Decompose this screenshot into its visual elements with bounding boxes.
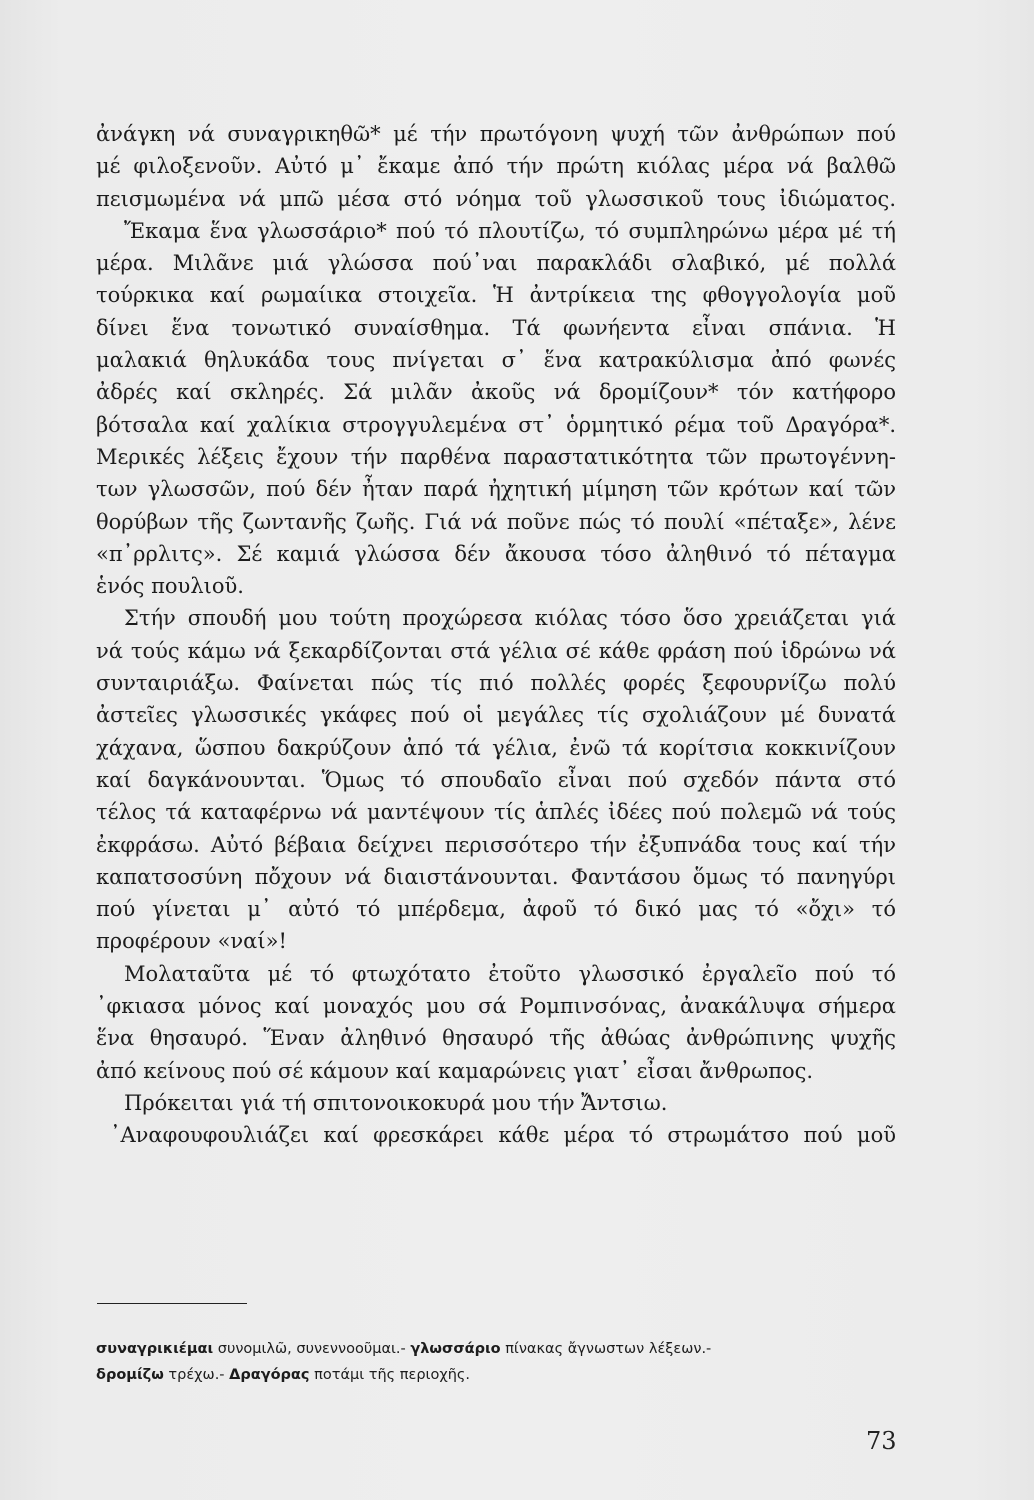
text-line: ἀστεῖες γλωσσικές γκάφες πού οἱ μεγάλες τίς σχολιάζουν μέ δυνατά xyxy=(96,703,896,728)
footnote-term: γλωσσάριο xyxy=(410,1341,501,1357)
text-line: ἕνα θησαυρό. Ἕναν ἀληθινό θησαυρό τῆς ἀθώας ἀνθρώπινης ψυχῆς xyxy=(96,1026,896,1051)
text-line: ἀδρές καί σκληρές. Σά μιλᾶν ἀκοῦς νά δρομίζουν* τόν κατήφορο xyxy=(96,380,896,405)
text-line: πεισμωμένα νά μπῶ μέσα στό νόημα τοῦ γλωσσικοῦ τους ἰδιώματος. xyxy=(96,186,896,211)
text-line: χάχανα, ὥσπου δακρύζουν ἀπό τά γέλια, ἐνῶ τά κορίτσια κοκκινίζουν xyxy=(96,735,896,760)
text-line: πού γίνεται μ᾽ αὐτό τό μπέρδεμα, ἀφοῦ τό δικό μας τό «ὄχι» τό xyxy=(96,897,896,922)
footnote-definition: τρέχω.- xyxy=(168,1367,225,1383)
text-line: Ἔκαμα ἕνα γλωσσάριο* πού τό πλουτίζω, τό συμπληρώνω μέρα μέ τή xyxy=(124,218,896,243)
text-line: δίνει ἕνα τονωτικό συναίσθημα. Τά φωνήεντα εἶναι σπάνια. Ἡ xyxy=(96,315,896,340)
footnote-line xyxy=(96,1362,896,1388)
text-line: συνταιριάξω. Φαίνεται πώς τίς πιό πολλές φορές ξεφουρνίζω πολύ xyxy=(96,671,896,696)
text-line: βότσαλα καί χαλίκια στρογγυλεμένα στ᾽ ὁρμητικό ρέμα τοῦ Δραγόρα*. xyxy=(96,412,896,437)
text-line: ἀνάγκη νά συναγρικηθῶ* μέ τήν πρωτόγονη ψυχή τῶν ἀνθρώπων πού xyxy=(96,122,896,146)
text-line: των γλωσσῶν, πού δέν ἦταν παρά ἠχητική μίμηση τῶν κρότων καί τῶν xyxy=(96,477,896,502)
text-line: «π᾽ρρλιτς». Σέ καμιά γλώσσα δέν ἄκουσα τόσο ἀληθινό τό πέταγμα xyxy=(96,541,896,566)
footnote-divider xyxy=(97,1303,247,1304)
text-line: Μερικές λέξεις ἔχουν τήν παρθένα παραστατικότητα τῶν πρωτογέννη- xyxy=(96,444,896,469)
footnote-term: Δραγόρας xyxy=(229,1367,310,1383)
text-line: καπατσοσύνη πὄχουν νά διαιστάνουνται. Φαντάσου ὅμως τό πανηγύρι xyxy=(96,864,896,889)
page-number: 73 xyxy=(866,1427,897,1455)
text-line: Στήν σπουδή μου τούτη προχώρεσα κιόλας τόσο ὅσο χρειάζεται γιά xyxy=(124,606,896,631)
text-line: Πρόκειται γιά τή σπιτονοικοκυρά μου τήν Ἄντσιω. xyxy=(124,1090,668,1115)
text-line: νά τούς κάμω νά ξεκαρδίζονται στά γέλια σέ κάθε φράση πού ἱδρώνω νά xyxy=(96,638,896,663)
footnote-definition: ποτάμι τῆς περιοχῆς. xyxy=(314,1367,471,1383)
main-text xyxy=(96,118,896,1152)
text-line: καί δαγκάνουνται. Ὅμως τό σπουδαῖο εἶναι πού σχεδόν πάντα στό xyxy=(96,767,896,792)
text-line: ᾽φκιασα μόνος καί μοναχός μου σά Ρομπινσόνας, ἀνακάλυψα σήμερα xyxy=(96,994,896,1019)
footnote-line xyxy=(96,1336,896,1362)
footnote-term: συναγρικιέμαι xyxy=(96,1341,214,1357)
text-line: μαλακιά θηλυκάδα τους πνίγεται σ᾽ ἕνα κατρακύλισμα ἀπό φωνές xyxy=(96,348,896,373)
text-line: Μολαταῦτα μέ τό φτωχότατο ἐτοῦτο γλωσσικό ἐργαλεῖο πού τό xyxy=(124,961,896,986)
footnotes xyxy=(96,1336,896,1388)
text-line: προφέρουν «ναί»! xyxy=(96,929,287,954)
text-line: τέλος τά καταφέρνω νά μαντέψουν τίς ἁπλές ἰδέες πού πολεμῶ νά τούς xyxy=(96,800,896,825)
text-line: τούρκικα καί ρωμαίικα στοιχεῖα. Ἡ ἀντρίκεια της φθογγολογία μοῦ xyxy=(96,283,896,308)
text-line: ἐκφράσω. Αὐτό βέβαια δείχνει περισσότερο τήν ἐξυπνάδα τους καί τήν xyxy=(96,832,896,857)
text-line: ᾽Αναφουφουλιάζει καί φρεσκάρει κάθε μέρα τό στρωμάτσο πού μοῦ xyxy=(110,1123,896,1148)
footnote-definition: συνομιλῶ, συνεννοοῦμαι.- xyxy=(217,1341,406,1357)
text-line: μέ φιλοξενοῦν. Αὐτό μ᾽ ἔκαμε ἀπό τήν πρώτη κιόλας μέρα νά βαλθῶ xyxy=(96,154,896,179)
text-line: ἀπό κείνους πού σέ κάμουν καί καμαρώνεις γιατ᾽ εἶσαι ἄνθρωπος. xyxy=(96,1058,814,1083)
text-line: ἑνός πουλιοῦ. xyxy=(96,574,244,599)
footnote-definition: πίνακας ἄγνωστων λέξεων.- xyxy=(505,1341,712,1357)
text-line: θορύβων τῆς ζωντανῆς ζωῆς. Γιά νά ποῦνε πώς τό πουλί «πέταξε», λένε xyxy=(96,509,896,534)
footnote-term: δρομίζω xyxy=(96,1367,164,1383)
text-line: μέρα. Μιλᾶνε μιά γλώσσα πού᾽ναι παρακλάδι σλαβικό, μέ πολλά xyxy=(96,251,896,276)
